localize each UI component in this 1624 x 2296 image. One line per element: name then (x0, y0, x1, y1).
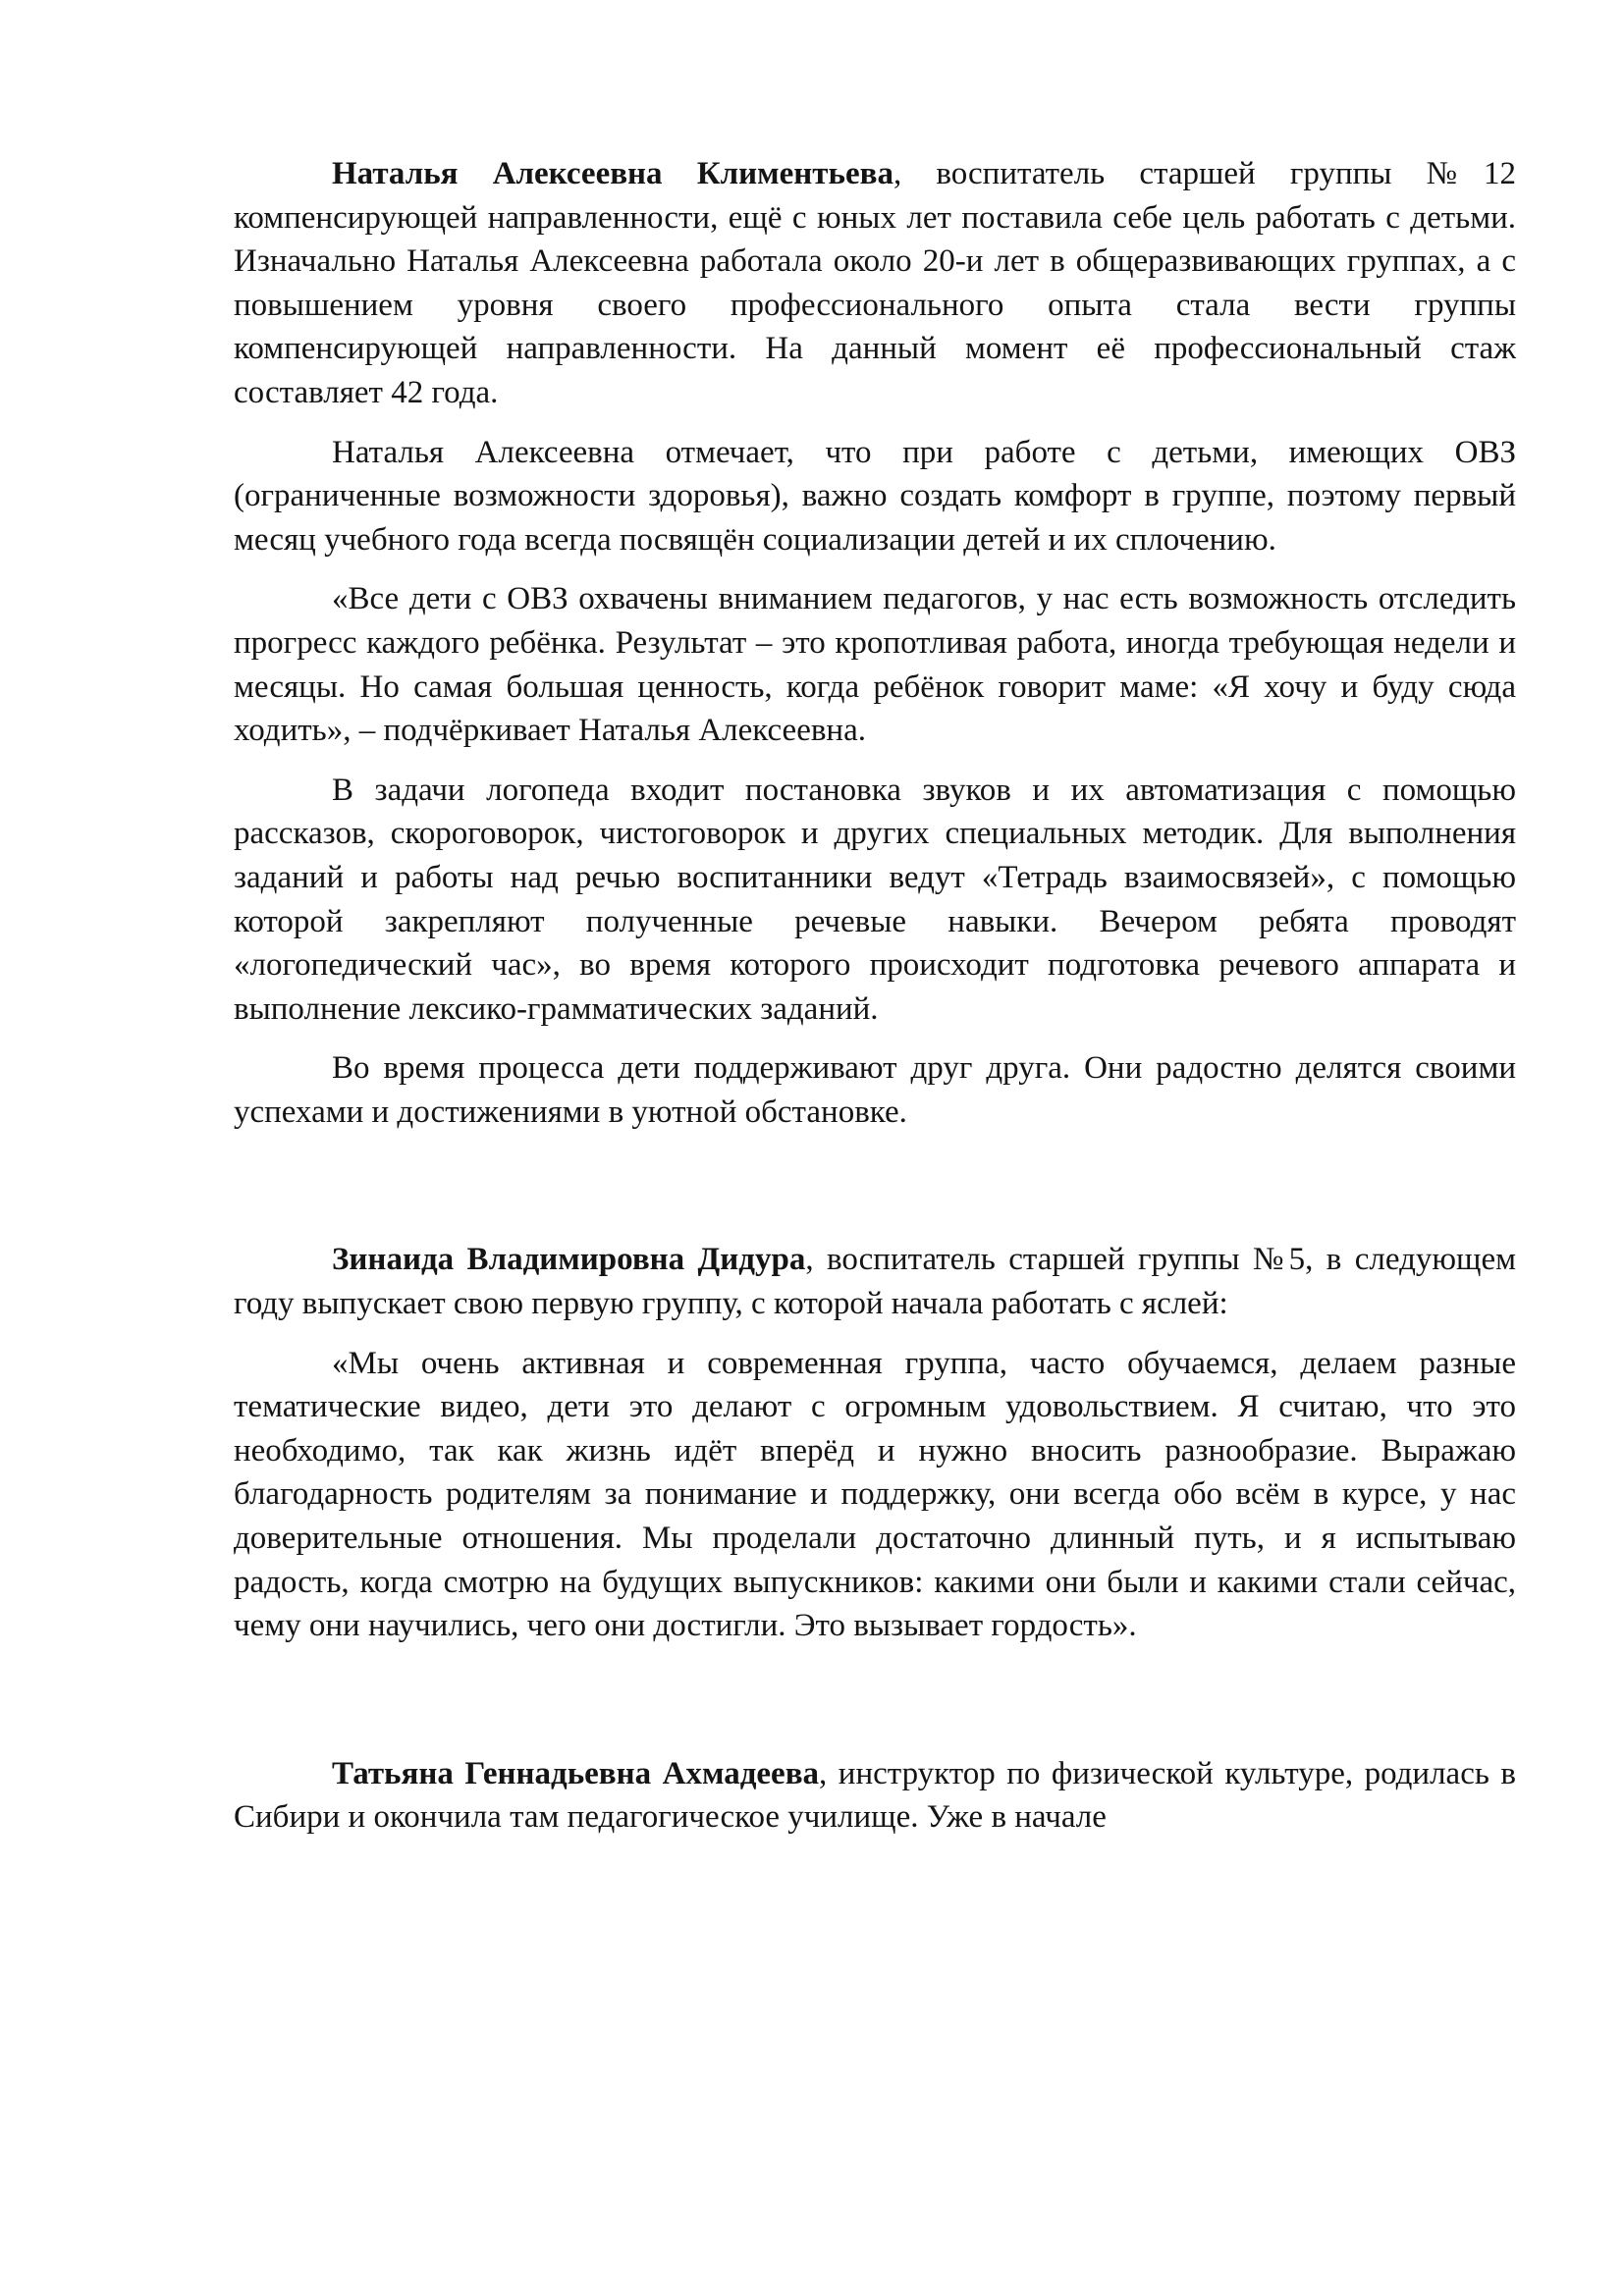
person-name: Зинаида Владимировна Дидура (332, 1242, 806, 1278)
profile-section (234, 1752, 1516, 1840)
document-page (234, 152, 1516, 1855)
body-paragraph: Наталья Алексеевна отмечает, что при работе с детьми, имеющих ОВЗ (ограниченные возможности здоровья), важно создать комфорт в группе, поэтому первый месяц учебного года всегда посвящён социализации детей и их сплочению. (234, 434, 1516, 558)
quote-paragraph: «Все дети с ОВЗ охвачены вниманием педагогов, у нас есть возможность отследить прогресс каждого ребёнка. Результат – это кропотливая работа, иногда требующая недели и месяцы. Но самая большая ценность, когда ребёнок говорит маме: «Я хочу и буду сюда ходить», – подчёркивает Наталья Алексеевна. (234, 581, 1516, 749)
intro-text: , инструктор по физической культуре, родилась в Сибири и окончила там педагогическое училище. Уже в начале (234, 1755, 1516, 1836)
body-paragraph: В задачи логопеда входит постановка звуков и их автоматизация с помощью рассказов, скороговорок, чистоговорок и других специальных методик. Для выполнения заданий и работы над речью воспитанники ведут «Тетрадь взаимосвязей», с помощью которой закрепляют полученные речевые навыки. Вечером ребята проводят «логопедический час», во время которого происходит подготовка речевого аппарата и выполнение лексико-грамматических заданий. (234, 772, 1516, 1027)
person-name: Татьяна Геннадьевна Ахмадеева (332, 1755, 820, 1791)
person-name: Наталья Алексеевна Климентьева (332, 156, 893, 191)
quote-paragraph: «Мы очень активная и современная группа, часто обучаемся, делаем разные тематические видео, дети это делают с огромным удовольствием. Я считаю, что это необходимо, так как жизнь идёт вперёд и нужно вносить разнообразие. Выражаю благодарность родителям за понимание и поддержку, они всегда обо всём в курсе, у нас доверительные отношения. Мы проделали достаточно длинный путь, и я испытываю радость, когда смотрю на будущих выпускников: какими они были и какими стали сейчас, чему они научились, чего они достигли. Это вызывает гордость». (234, 1345, 1516, 1644)
intro-paragraph (234, 1752, 1516, 1840)
profile-section (234, 1238, 1516, 1647)
intro-paragraph (234, 152, 1516, 415)
intro-text: , воспитатель старшей группы №12 компенсирующей направленности, ещё с юных лет поставила себе цель работать с детьми. Изначально Наталья Алексеевна работала около 20-и лет в общеразвивающих группах, а с повышением уровня своего профессионального опыта стала вести группы компенсирующей направленности. На данный момент её профессиональный стаж составляет 42 года. (234, 156, 1517, 410)
profile-section (234, 152, 1516, 1134)
intro-text: , воспитатель старшей группы №5, в следующем году выпускает свою первую группу, с которой начала работать с яслей: (234, 1242, 1516, 1322)
intro-paragraph (234, 1238, 1516, 1325)
body-paragraph: Во время процесса дети поддерживают друг друга. Они радостно делятся своими успехами и достижениями в уютной обстановке. (234, 1050, 1516, 1130)
